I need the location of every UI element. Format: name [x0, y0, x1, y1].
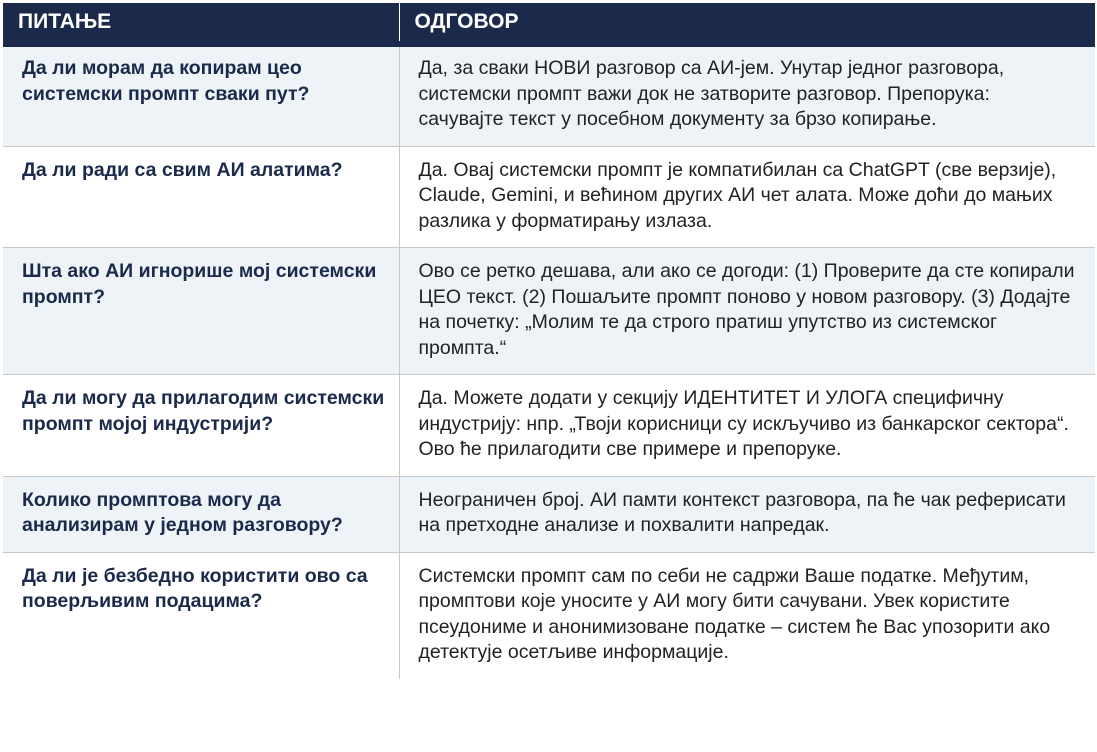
- answer-column-header: ОДГОВОР: [399, 3, 1095, 43]
- question-cell: Да ли морам да копирам цео системски промпт сваки пут?: [3, 43, 399, 146]
- table-row: [3, 146, 1095, 248]
- answer-cell: Да, за сваки НОВИ разговор са АИ-јем. Унутар једног разговора, системски промпт важи док не затворите разговор. Препорука: сачувајте текст у посебном документу за брзо копирање.: [399, 43, 1095, 146]
- question-cell: Колико промптова могу да анализирам у једном разговору?: [3, 476, 399, 552]
- question-cell: Да ли је безбедно користити ово са поверљивим подацима?: [3, 552, 399, 679]
- table-row: [3, 476, 1095, 552]
- table-row: [3, 43, 1095, 146]
- answer-cell: Да. Овај системски промпт је компатибилан са ChatGPT (све верзије), Claude, Gemini, и већином других АИ чет алата. Може доћи до мањих разлика у форматирању излаза.: [399, 146, 1095, 248]
- question-cell: Шта ако АИ игнорише мој системски промпт?: [3, 248, 399, 375]
- answer-cell: Неограничен број. АИ памти контекст разговора, па ће чак реферисати на претходне анализе и похвалити напредак.: [399, 476, 1095, 552]
- question-cell: Да ли могу да прилагодим системски промпт мојој индустрији?: [3, 375, 399, 477]
- header-row: [3, 3, 1095, 43]
- table-row: [3, 552, 1095, 679]
- table-row: [3, 248, 1095, 375]
- answer-cell: Да. Можете додати у секцију ИДЕНТИТЕТ И УЛОГА специфичну индустрију: нпр. „Твоји корисници су искључиво из банкарског сектора“. Ово ће прилагодити све примере и препоруке.: [399, 375, 1095, 477]
- answer-cell: Ово се ретко дешава, али ако се догоди: (1) Проверите да сте копирали ЦЕО текст. (2) Пошаљите промпт поново у новом разговору. (3) Додајте на почетку: „Молим те да строго пратиш упутство из системског промпта.“: [399, 248, 1095, 375]
- question-column-header: ПИТАЊЕ: [3, 3, 399, 43]
- faq-table: [3, 3, 1095, 679]
- question-cell: Да ли ради са свим АИ алатима?: [3, 146, 399, 248]
- table-row: [3, 375, 1095, 477]
- answer-cell: Системски промпт сам по себи не садржи Ваше податке. Међутим, промптови које уносите у АИ могу бити сачувани. Увек користите псеудониме и анонимизоване податке – систем ће Вас упозорити ако детектује осетљиве информације.: [399, 552, 1095, 679]
